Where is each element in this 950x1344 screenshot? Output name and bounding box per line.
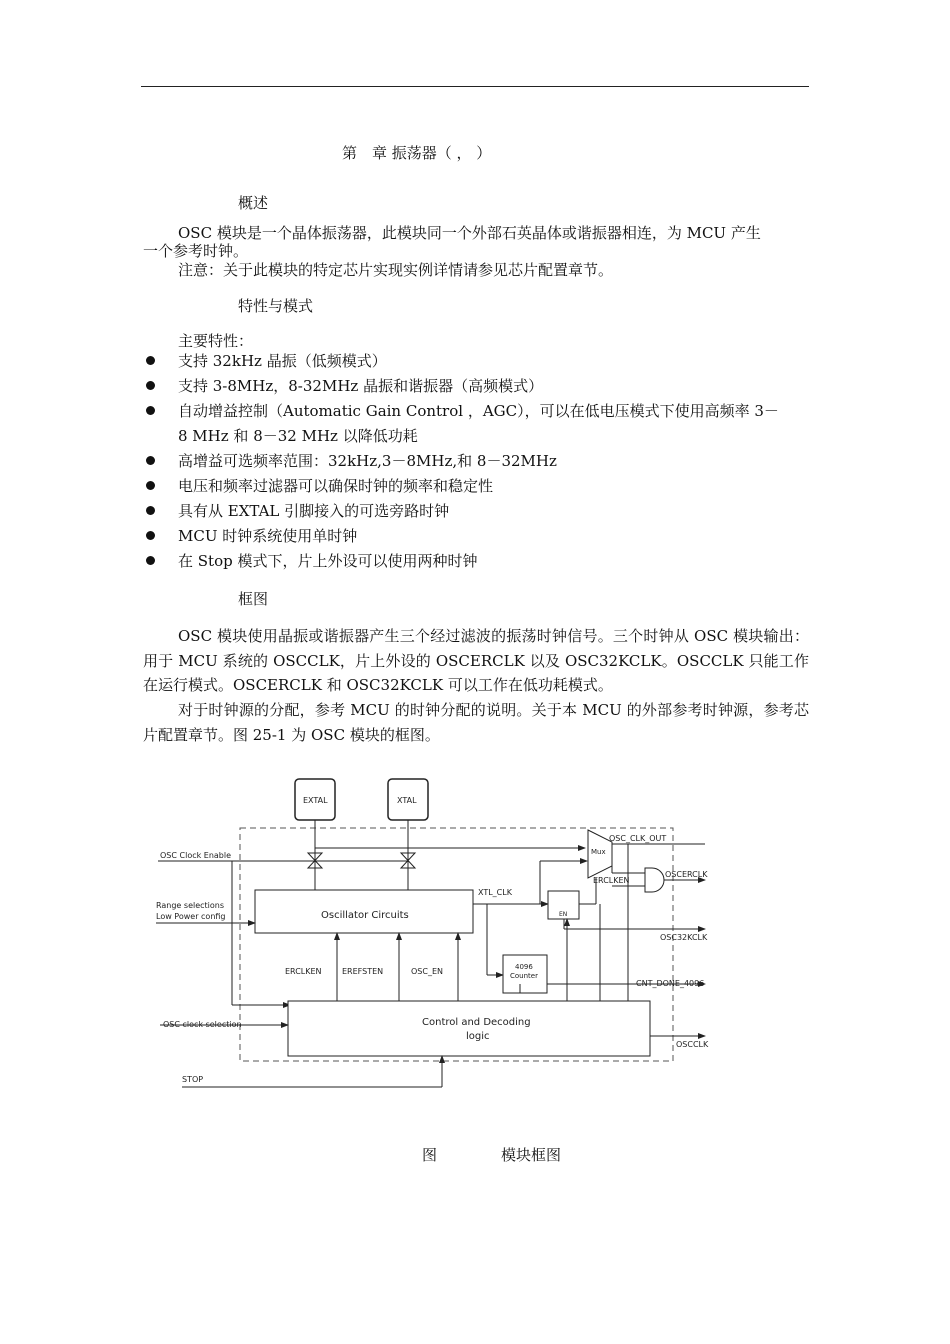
stop-label: STOP [182,1075,204,1084]
overview-para-line2: 一个参考时钟。 [143,242,249,260]
feature-item-continuation: 8 MHz 和 8－32 MHz 以降低功耗 [178,427,418,445]
features-intro: 主要特性： [178,332,254,350]
pin-xtal-label: XTAL [397,796,417,805]
erclken-label: ERCLKEN [285,967,322,976]
osc-en-label: OSC_EN [411,967,443,976]
counter-label-1: 4096 [515,963,533,971]
en-label: EN [559,911,568,918]
osc32kclk-label: OSC32KCLK [660,933,708,942]
section-heading-features: 特性与模式 [238,297,314,315]
cnt-done-label: CNT_DONE_4096 [636,979,705,988]
feature-item: 支持 3-8MHz，8-32MHz 晶振和谐振器（高频模式） [178,377,544,395]
low-power-config-label: Low Power config [156,912,226,921]
control-logic-label-2: logic [466,1031,490,1042]
feature-item: 电压和频率过滤器可以确保时钟的频率和稳定性 [178,477,494,495]
overview-note: 注意：关于此模块的特定芯片实现实例详情请参见芯片配置章节。 [178,261,614,279]
counter-label-2: Counter [510,972,538,980]
feature-item: 具有从 EXTAL 引脚接入的可选旁路时钟 [178,502,450,520]
section-heading-overview: 概述 [238,194,269,212]
block-diagram-para2: 对于时钟源的分配，参考 MCU 的时钟分配的说明。关于本 MCU 的外部参考时钟源，参考芯片配置章节。图 25-1 为 OSC 模块的框图。 [143,701,809,744]
oscillator-circuits-label: Oscillator Circuits [321,910,409,921]
erclken-gate-label: ERCLKEN [593,876,630,885]
section-heading-block-diagram: 框图 [238,590,269,608]
oscclk-label: OSCCLK [676,1040,709,1049]
mux-label: Mux [591,848,606,856]
range-selections-label: Range selections [156,901,225,910]
overview-para-line1: OSC 模块是一个晶体振荡器，此模块同一个外部石英晶体或谐振器相连，为 MCU 产生 [178,224,761,242]
feature-item: 支持 32kHz 晶振（低频模式） [178,352,387,370]
figure-caption-label: 图 [422,1146,438,1164]
osc-clock-selection-label: OSC clock selection [163,1020,242,1029]
xtl-clk-label: XTL_CLK [478,888,512,897]
feature-item: MCU 时钟系统使用单时钟 [178,527,358,545]
erefsten-label: EREFSTEN [342,967,384,976]
feature-item: 高增益可选频率范围：32kHz,3－8MHz,和 8－32MHz [178,452,557,470]
feature-item: 自动增益控制（Automatic Gain Control ，AGC），可以在低电压模式下使用高频率 3－ [178,402,779,420]
block-diagram-para1: OSC 模块使用晶振或谐振器产生三个经过滤波的振荡时钟信号。三个时钟从 OSC 模块输出：用于 MCU 系统的 OSCCLK，片上外设的 OSCERCLK 以及 OSC32KCLK。OSCCLK 只能工作在运行模式。OSCERCLK 和 OSC32KCLK 可以工作在低功耗模式。 [143,627,809,694]
osc-clk-out-label: OSC_CLK_OUT [609,834,667,843]
pin-extal-label: EXTAL [303,796,328,805]
chapter-title: 第 章 振荡器（ ， ） [342,144,492,162]
osc-clock-enable-label: OSC Clock Enable [160,851,232,860]
figure-caption-title: 模块框图 [501,1146,562,1164]
feature-item: 在 Stop 模式下，片上外设可以使用两种时钟 [178,552,478,570]
control-logic-label-1: Control and Decoding [422,1017,531,1028]
oscerclk-label: OSCERCLK [665,870,708,879]
